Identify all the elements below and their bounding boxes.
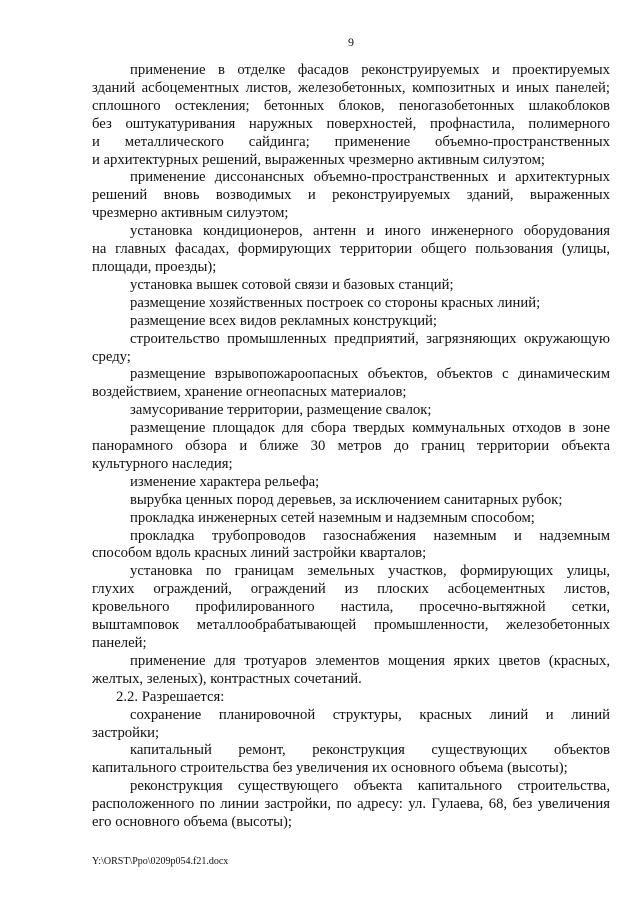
text-line: решений вновь возводимых и реконструируемых зданий, выраженных [92,187,610,204]
text-line: застройки; [92,724,160,741]
text-line: и металлического сайдинга; применение объемно-пространственных [92,133,610,150]
page-number: 9 [348,35,354,49]
list-item [92,563,610,653]
text-line: установка кондиционеров, антенн и иного инженерного оборудования [130,223,610,240]
text-line: капитальный ремонт, реконструкция существующих объектов [130,742,610,759]
list-item [92,528,610,564]
list-item [92,778,610,832]
text-line: без оштукатуривания наружных поверхностей, профнастила, полимерного [92,115,610,132]
permitted-list [92,707,610,832]
text-line: реконструкция существующего объекта капитального строительства, [130,778,610,795]
text-line: глухих ограждений, ограждений из плоских асбоцементных листов, [92,581,610,598]
text-line: применение в отделке фасадов реконструируемых и проектируемых [130,62,610,78]
list-item [92,62,610,169]
text-line: установка вышек сотовой связи и базовых станций; [130,276,454,293]
list-item [92,277,610,295]
list-item [92,402,610,420]
text-line: на главных фасадах, формирующих территории общего пользования (улицы, [92,241,610,258]
list-item [92,331,610,367]
text-line: и архитектурных решений, выраженных чрезмерно активным силуэтом; [92,151,545,168]
list-item [92,420,610,474]
text-line: площади, проезды); [92,258,217,275]
list-item [92,223,610,277]
text-line: панорамного обзора и ближе 30 метров до границ территории объекта [92,438,610,455]
text-line: кровельного профилированного настила, просечно-вытяжной сетки, [92,599,610,616]
text-line: применение диссонансных объемно-пространственных и архитектурных [130,169,610,186]
text-line: выштамповок металлообрабатывающей промышленности, железобетонных [92,617,610,634]
text-line: чрезмерно активным силуэтом; [92,205,289,222]
list-item [92,653,610,689]
text-line: строительство промышленных предприятий, загрязняющих окружающую [130,330,610,347]
list-item [92,169,610,223]
list-item [92,295,610,313]
text-line: установка по границам земельных участков, формирующих улицы, [130,563,610,580]
text-line: его основного объема (высоты); [92,814,293,831]
text-line: размещение площадок для сбора твердых коммунальных отходов в зоне [130,420,610,437]
text-line: панелей; [92,635,147,651]
list-item [92,474,610,492]
prohibited-list [92,62,610,689]
text-line: зданий асбоцементных листов, железобетонных, композитных и иных панелей; [92,79,610,96]
text-line: прокладка инженерных сетей наземным и надземным способом; [130,509,535,526]
text-line: сохранение планировочной структуры, красных линий и линий [130,706,610,723]
list-item [92,492,610,510]
list-item [92,313,610,331]
footer-file-path: Y:\ORST\Ppo\0209p054.f21.docx [92,856,229,867]
text-line: замусоривание территории, размещение свалок; [130,402,432,419]
document-body [92,62,610,832]
list-item [92,707,610,743]
list-item [92,742,610,778]
text-line: желтых, зеленых), контрастных сочетаний. [92,670,362,687]
text-line: культурного наследия; [92,455,233,472]
text-line: изменение характера рельефа; [130,473,320,490]
text-line: среду; [92,348,131,365]
text-line: способом вдоль красных линий застройки кварталов; [92,545,427,562]
list-item [92,366,610,402]
text-line: вырубка ценных пород деревьев, за исключением санитарных рубок; [130,491,563,508]
text-line: капитального строительства без увеличения их основного объема (высоты); [92,760,568,777]
list-item [92,510,610,528]
text-line: прокладка трубопроводов газоснабжения наземным и надземным [130,527,610,544]
text-line: воздействием, хранение огнеопасных материалов; [92,384,407,401]
text-line: расположенного по линии застройки, по адресу: ул. Гулаева, 68, без увеличения [92,796,610,813]
text-line: размещение хозяйственных построек со стороны красных линий; [130,294,541,311]
text-line: применение для тротуаров элементов мощения ярких цветов (красных, [130,652,610,669]
text-line: размещение всех видов рекламных конструкций; [130,312,438,329]
text-line: размещение взрывопожароопасных объектов, объектов с динамическим [130,366,610,383]
section-heading: 2.2. Разрешается: [116,688,225,705]
text-line: сплошного остекления; бетонных блоков, пеногазобетонных шлакоблоков [92,97,610,114]
